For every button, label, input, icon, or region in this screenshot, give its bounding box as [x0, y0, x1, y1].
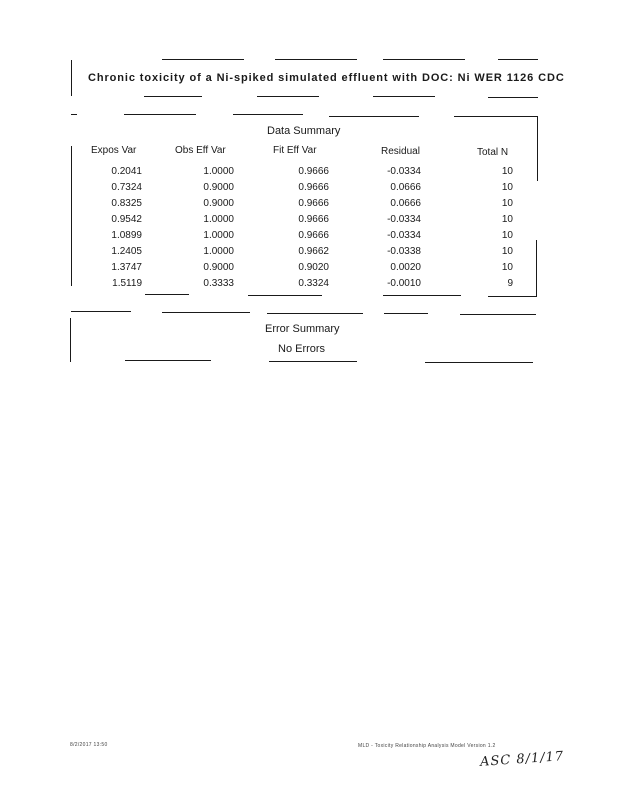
data-box-left-border [71, 146, 72, 286]
table-cell: 0.9542 [111, 214, 142, 225]
table-cell: 1.3747 [111, 262, 142, 273]
report-title: Chronic toxicity of a Ni-spiked simulated effluent with DOC: Ni WER 1126 CDC [88, 72, 565, 84]
handwritten-initials-date: ASC 8/1/17 [479, 749, 565, 770]
col-header-residual: Residual [381, 146, 420, 157]
col-header-obs-eff-var: Obs Eff Var [175, 145, 226, 156]
title-box-top-rule-3 [383, 59, 465, 60]
table-cell: 1.2405 [111, 246, 142, 257]
data-box-right-border-lower [536, 240, 537, 296]
error-box-top-rule-3 [267, 313, 363, 314]
table-cell: 1.0899 [111, 230, 142, 241]
data-box-top-tick [71, 114, 77, 115]
col-header-expos-var: Expos Var [91, 145, 137, 156]
error-box-bottom-rule-3 [425, 362, 533, 363]
table-cell: 0.0666 [390, 198, 421, 209]
table-cell: 1.0000 [203, 230, 234, 241]
table-cell: 10 [501, 262, 513, 273]
table-cell: 10 [501, 182, 513, 193]
title-box-bottom-rule-4 [488, 97, 538, 98]
table-cell: 9 [507, 278, 513, 289]
table-cell: 0.8325 [111, 198, 142, 209]
error-box-top-rule-1 [71, 311, 131, 312]
table-cell: 0.3324 [298, 278, 329, 289]
footer-software-version: MLD - Toxicity Relationship Analysis Model Version 1.2 [358, 743, 496, 749]
data-box-top-rule-4 [454, 116, 538, 117]
data-box-top-rule-3 [329, 116, 419, 117]
table-cell: 0.2041 [111, 166, 142, 177]
table-cell: 0.9662 [298, 246, 329, 257]
title-box-bottom-rule-1 [144, 96, 202, 97]
table-cell: 0.9666 [298, 230, 329, 241]
table-cell: 10 [501, 246, 513, 257]
error-box-left-border [70, 318, 71, 362]
table-cell: 0.3333 [203, 278, 234, 289]
error-box-bottom-rule-1 [125, 360, 211, 361]
table-cell: 0.0666 [390, 182, 421, 193]
table-cell: 1.0000 [203, 246, 234, 257]
error-box-top-rule-4 [384, 313, 428, 314]
col-header-fit-eff-var: Fit Eff Var [273, 145, 317, 156]
error-summary-heading: Error Summary [265, 323, 340, 335]
table-cell: -0.0334 [387, 166, 421, 177]
title-box-left-border [71, 60, 72, 96]
table-cell: 10 [501, 214, 513, 225]
error-box-top-rule-2 [162, 312, 250, 313]
data-box-bottom-rule-3 [383, 295, 461, 296]
data-summary-heading: Data Summary [267, 125, 341, 137]
data-box-bottom-rule-1 [145, 294, 189, 295]
title-box-bottom-rule-2 [257, 96, 319, 97]
col-header-total-n: Total N [477, 147, 509, 158]
table-cell: 1.0000 [203, 166, 234, 177]
table-cell: 10 [501, 230, 513, 241]
table-cell: 0.9000 [203, 262, 234, 273]
table-cell: -0.0334 [387, 230, 421, 241]
table-cell: 0.9666 [298, 166, 329, 177]
table-cell: 0.9666 [298, 198, 329, 209]
error-box-top-rule-5 [460, 314, 536, 315]
table-cell: -0.0334 [387, 214, 421, 225]
title-box-bottom-rule-3 [373, 96, 435, 97]
table-cell: 0.9000 [203, 198, 234, 209]
data-box-bottom-rule-2 [248, 295, 322, 296]
table-cell: 1.0000 [203, 214, 234, 225]
table-cell: -0.0338 [387, 246, 421, 257]
error-summary-message: No Errors [278, 343, 326, 355]
data-box-bottom-rule-4 [488, 296, 537, 297]
title-box-top-rule-1 [162, 59, 244, 60]
table-cell: -0.0010 [387, 278, 421, 289]
title-box-top-rule-2 [275, 59, 357, 60]
title-box-top-rule-4 [498, 59, 538, 60]
error-box-bottom-rule-2 [269, 361, 357, 362]
table-cell: 0.7324 [111, 182, 142, 193]
table-cell: 10 [501, 198, 513, 209]
data-box-right-border-upper [537, 117, 538, 181]
table-cell: 0.9020 [298, 262, 329, 273]
table-cell: 1.5119 [112, 278, 142, 289]
table-cell: 0.9000 [203, 182, 234, 193]
table-cell: 0.9666 [298, 214, 329, 225]
table-cell: 0.9666 [298, 182, 329, 193]
footer-date-time: 8/2/2017 13:50 [70, 742, 108, 748]
data-box-top-rule-1 [124, 114, 196, 115]
data-box-top-rule-2 [233, 114, 303, 115]
table-cell: 10 [501, 166, 513, 177]
table-cell: 0.0020 [390, 262, 421, 273]
